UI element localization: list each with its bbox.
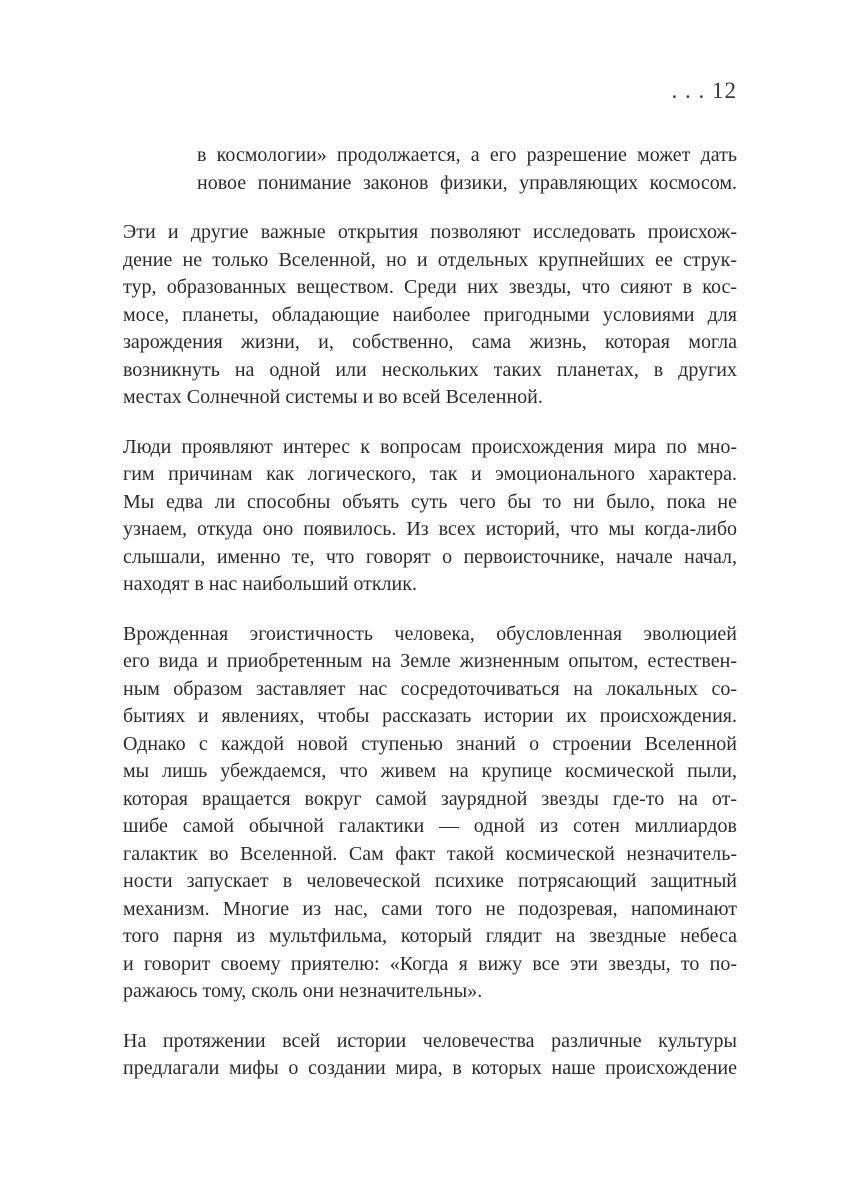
text-line: узнаем, откуда оно появилось. Из всех историй, что мы когда-либо	[123, 518, 737, 540]
text-line: На протяжении всей истории человечества различные культуры	[123, 1029, 737, 1052]
text-line: тур, образованных веществом. Среди них звезды, что сияют в кос-	[123, 276, 737, 298]
body-paragraph	[123, 621, 737, 1006]
body-paragraph	[123, 434, 737, 599]
text-column	[123, 0, 737, 1105]
text-line: находят в нас наибольший отклик.	[123, 573, 417, 595]
text-line: Врожденная эгоистичность человека, обусловленная эволюцией	[123, 622, 737, 645]
text-line: механизм. Многие из нас, сами того не подозревая, напоминают	[123, 897, 737, 920]
page-text	[123, 142, 737, 1083]
body-paragraph	[123, 1028, 737, 1083]
text-line: галактик во Вселенной. Сам факт такой космической незначитель-	[123, 842, 737, 865]
text-line: его вида и приобретенным на Земле жизненным опытом, естествен-	[123, 650, 737, 672]
text-line: мосе, планеты, обладающие наиболее пригодными условиями для	[123, 303, 737, 326]
text-line: ным образом заставляет нас сосредоточиваться на локальных со-	[123, 677, 737, 700]
text-line: бытиях и явлениях, чтобы рассказать истории их происхождения.	[123, 705, 737, 727]
text-line: и говорит своему приятелю: «Когда я вижу все эти звезды, то по-	[123, 952, 737, 975]
text-line: Люди проявляют интерес к вопросам происхождения мира по мно-	[123, 435, 737, 458]
text-line: слышали, именно те, что говорят о первоисточнике, начале начал,	[123, 545, 737, 568]
text-line: Однако с каждой новой ступенью знаний о строении Вселенной	[123, 732, 737, 755]
text-line: того парня из мультфильма, который глядит на звездные небеса	[123, 925, 737, 947]
text-line: в космологии» продолжается, а его разрешение может дать	[197, 144, 737, 166]
text-line: шибе самой обычной галактики — одной из сотен миллиардов	[123, 815, 737, 837]
text-line: местах Солнечной системы и во всей Вселенной.	[123, 386, 543, 408]
text-line: предлагали мифы о создании мира, в которых наше происхождение	[123, 1057, 737, 1079]
text-line: дение не только Вселенной, но и отдельных крупнейших ее струк-	[123, 248, 737, 271]
text-line: которая вращается вокруг самой заурядной звезды где-то на от-	[123, 787, 737, 810]
text-line: гим причинам как логического, так и эмоционального характера.	[123, 463, 737, 485]
text-line: Мы едва ли способны объять суть чего бы то ни было, пока не	[123, 490, 737, 513]
text-line: Эти и другие важные открытия позволяют исследовать происхож-	[123, 221, 737, 243]
text-line: возникнуть на одной или нескольких таких планетах, в других	[123, 358, 737, 381]
text-line: зарождения жизни, и, собственно, сама жизнь, которая могла	[123, 331, 737, 353]
text-line: ности запускает в человеческой психике потрясающий защитный	[123, 870, 737, 892]
body-paragraph	[123, 219, 737, 412]
page-number: . . . 12	[671, 78, 737, 103]
text-line: новое понимание законов физики, управляющих космосом.	[197, 171, 737, 194]
quote-continuation-paragraph	[197, 142, 737, 197]
text-line: мы лишь убеждаемся, что живем на крупице космической пыли,	[123, 760, 737, 782]
text-line: ражаюсь тому, сколь они незначительны».	[123, 980, 483, 1002]
